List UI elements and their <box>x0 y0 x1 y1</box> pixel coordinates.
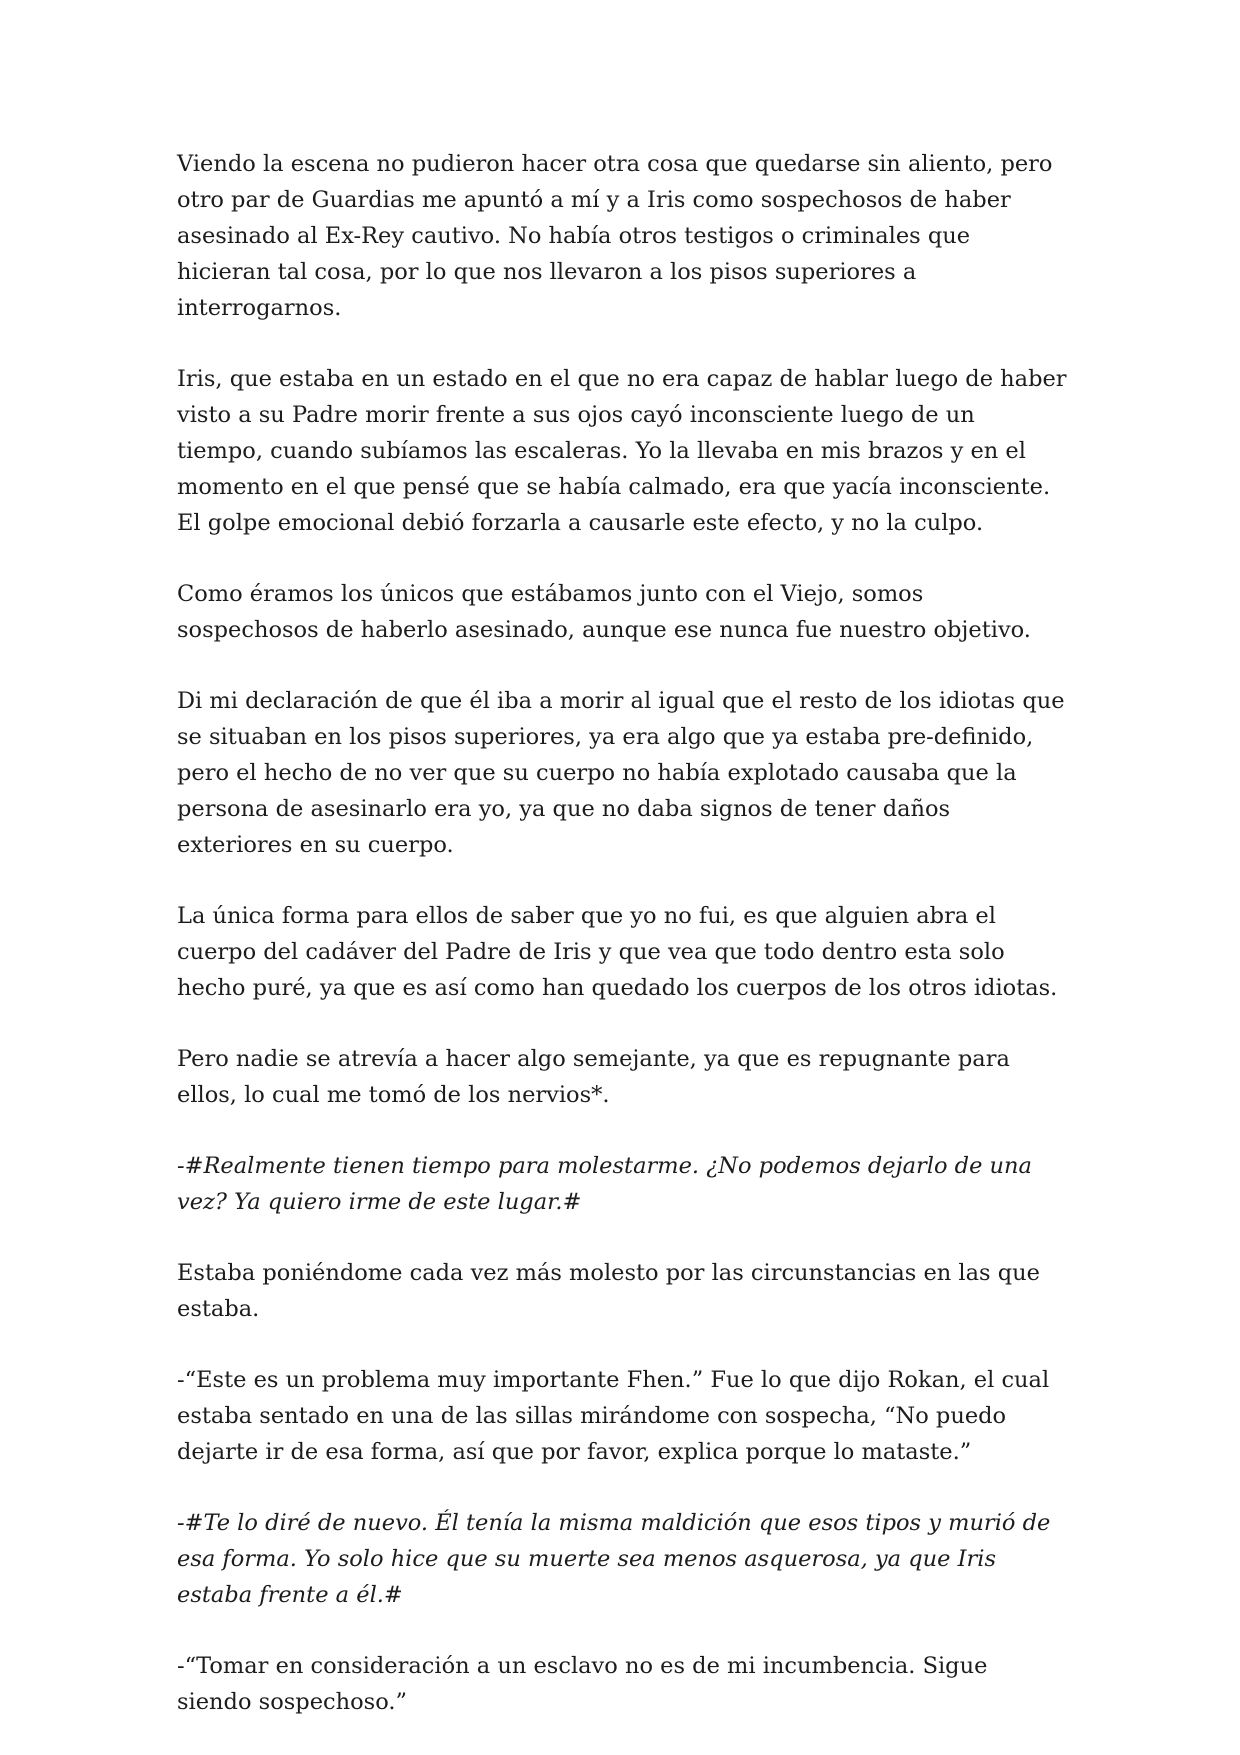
paragraph: Pero nadie se atrevía a hacer algo semejante, ya que es repugnante para ellos, lo cual me tomó de los nervios*. <box>177 1046 1010 1108</box>
paragraph: Estaba poniéndome cada vez más molesto por las circunstancias en las que estaba. <box>177 1260 1040 1322</box>
paragraph: Iris, que estaba en un estado en el que no era capaz de hablar luego de haber visto a su Padre morir frente a sus ojos cayó inconsciente luego de un tiempo, cuando subíamos las escaleras. Yo la llevaba en mis brazos y en el momento en el que pensé que se había calmado, era que yacía inconsciente. El golpe emocional debió forzarla a causarle este efecto, y no la culpo. <box>177 366 1067 536</box>
thought-paragraph: -#Te lo diré de nuevo. Él tenía la misma maldición que esos tipos y murió de esa forma. Yo solo hice que su muerte sea menos asquerosa, ya que Iris estaba frente a él.# <box>177 1510 1051 1608</box>
paragraph: La única forma para ellos de saber que yo no fui, es que alguien abra el cuerpo del cadáver del Padre de Iris y que vea que todo dentro esta solo hecho puré, ya que es así como han quedado los cuerpos de los otros idiotas. <box>177 903 1058 1001</box>
dialogue-paragraph: -“Tomar en consideración a un esclavo no es de mi incumbencia. Sigue siendo sospechoso.” <box>177 1653 988 1715</box>
paragraph: Viendo la escena no pudieron hacer otra cosa que quedarse sin aliento, pero otro par de Guardias me apuntó a mí y a Iris como sospechosos de haber asesinado al Ex-Rey cautivo. No había otros testigos o criminales que hicieran tal cosa, por lo que nos llevaron a los pisos superiores a interrogarnos. <box>177 151 1053 321</box>
paragraph: Di mi declaración de que él iba a morir al igual que el resto de los idiotas que se situaban en los pisos superiores, ya era algo que ya estaba pre-definido, pero el hecho de no ver que su cuerpo no había explotado causaba que la persona de asesinarlo era yo, ya que no daba signos de tener daños exteriores en su cuerpo. <box>177 688 1065 858</box>
thought-paragraph: -#Realmente tienen tiempo para molestarme. ¿No podemos dejarlo de una vez? Ya quiero irme de este lugar.# <box>177 1153 1032 1215</box>
document-body <box>177 146 1067 1755</box>
dialogue-paragraph: -“Este es un problema muy importante Fhen.” Fue lo que dijo Rokan, el cual estaba sentado en una de las sillas mirándome con sospecha, “No puedo dejarte ir de esa forma, así que por favor, explica porque lo mataste.” <box>177 1367 1050 1465</box>
paragraph: Como éramos los únicos que estábamos junto con el Viejo, somos sospechosos de haberlo asesinado, aunque ese nunca fue nuestro objetivo. <box>177 581 1031 643</box>
